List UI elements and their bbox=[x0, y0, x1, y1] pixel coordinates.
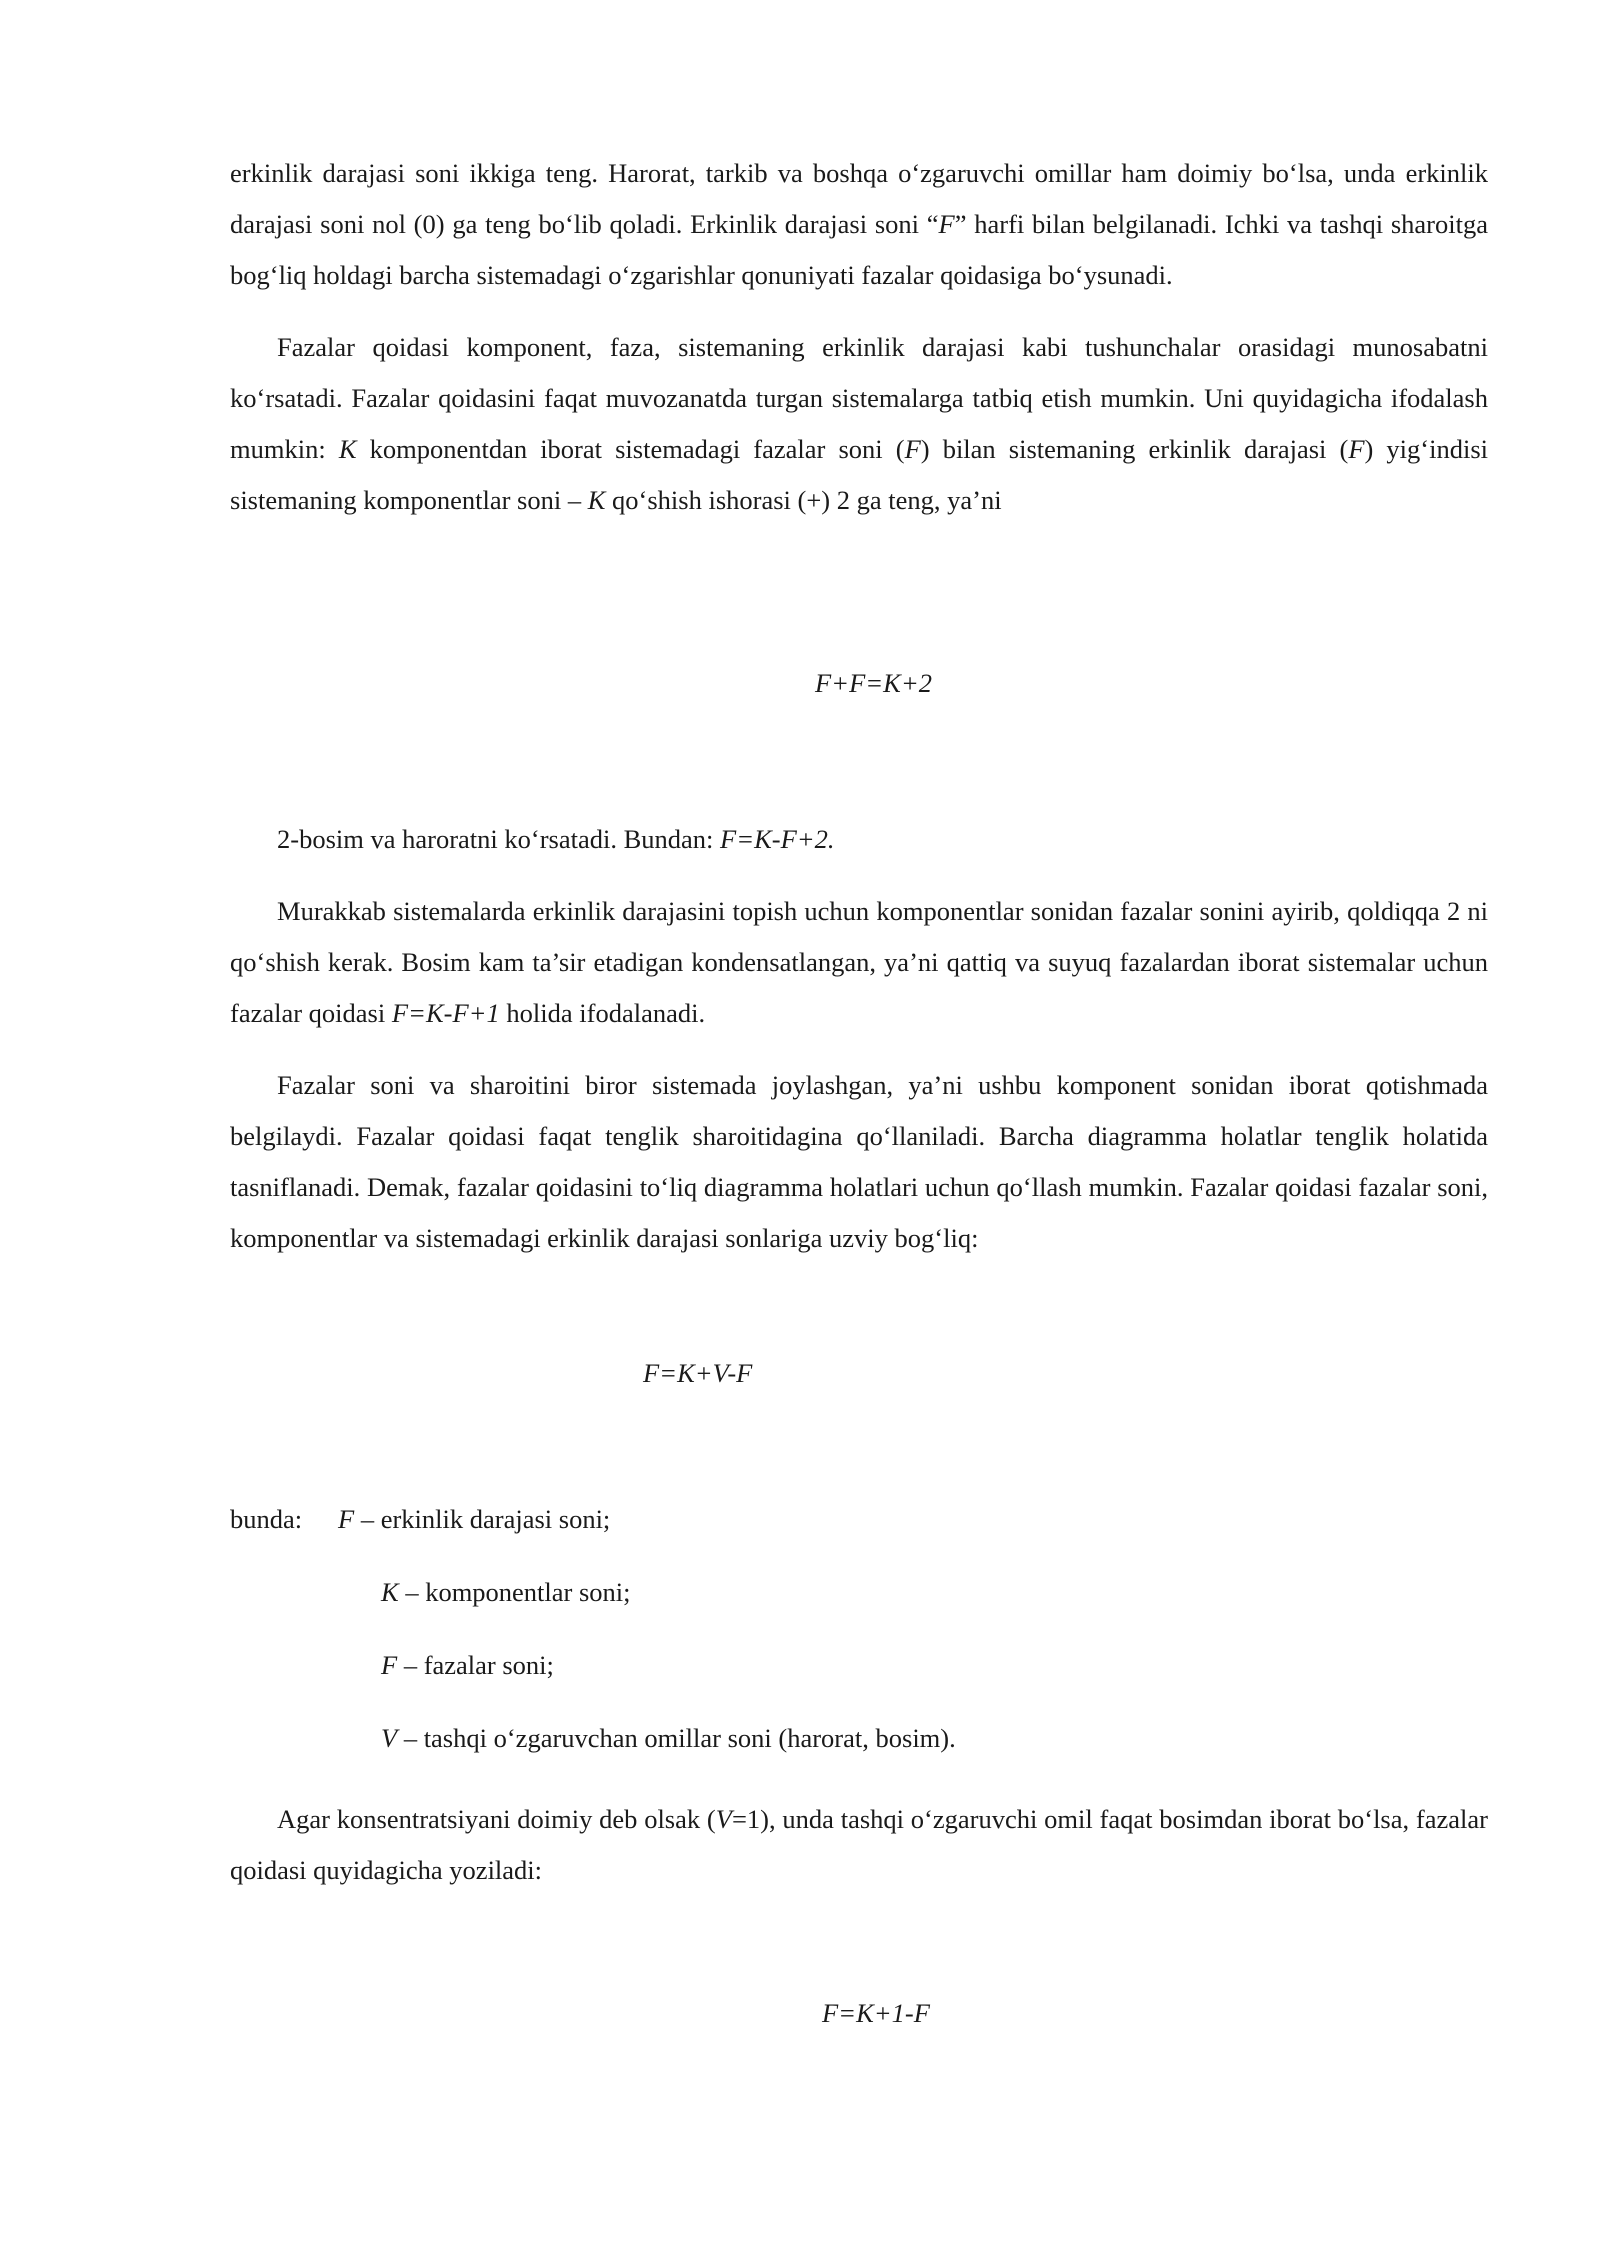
variable: K bbox=[381, 1577, 399, 1607]
paragraph-5 bbox=[230, 1060, 1488, 1264]
paragraph-1 bbox=[230, 148, 1488, 301]
text-run: Fazalar qoidasi komponent, faza, sistemaning erkinlik darajasi kabi tushunchalar orasidagi munosabatni ko‘rsatadi. Fazalar qoidasini faqat muvozanatda turgan sistemalarga tatbiq etish mumkin. Uni quyidagicha ifodalash mumkin: bbox=[230, 332, 1488, 464]
text-run: komponentdan iborat sistemadagi fazalar soni ( bbox=[356, 434, 905, 464]
document-page bbox=[230, 148, 1488, 547]
variable: F bbox=[938, 209, 955, 239]
text-run: qo‘shish ishorasi (+) 2 ga teng, ya’ni bbox=[605, 485, 1002, 515]
formula-2: F=K+V-F bbox=[643, 1358, 753, 1388]
text-run: Fazalar soni va sharoitini biror sistemada joylashgan, ya’ni ushbu komponent sonidan iborat qotishmada belgilaydi. Fazalar qoidasi faqat tenglik sharoitidagina qo‘llaniladi. Barcha diagramma holatlar tenglik holatida tasniflanadi. Demak, fazalar qoidasini to‘liq diagramma holatlari uchun qo‘llash mumkin. Fazalar qoidasi fazalar soni, komponentlar va sistemadagi erkinlik darajasi sonlariga uzviy bog‘liq: bbox=[230, 1070, 1488, 1253]
text-run: erkinlik darajasi soni ikkiga teng. Harorat, tarkib va boshqa o‘zgaruvchi omillar ham doimiy bo‘lsa, unda erkinlik darajasi soni nol (0) ga teng bo‘lib qoladi. Erkinlik darajasi soni “ bbox=[230, 158, 1488, 239]
paragraph-3 bbox=[230, 814, 1488, 865]
legend-prefix: bunda: bbox=[230, 1504, 303, 1534]
text-run: – erkinlik darajasi soni; bbox=[354, 1504, 611, 1534]
paragraph-2 bbox=[230, 322, 1488, 526]
variable: V bbox=[715, 1804, 732, 1834]
text-run: holida ifodalanadi. bbox=[499, 998, 706, 1028]
variable: K bbox=[338, 434, 357, 464]
paragraph-4 bbox=[230, 886, 1488, 1039]
text-run: =1), unda tashqi o‘zgaruvchi omil faqat bosimdan iborat bo‘lsa, fazalar qoidasi quyidagicha yoziladi: bbox=[230, 1804, 1488, 1885]
text-run: ) yig‘indisi sistemaning komponentlar soni – bbox=[230, 434, 1489, 515]
formula-3: F=K+1-F bbox=[822, 1998, 930, 2028]
variable: F bbox=[1348, 434, 1365, 464]
text-run: Agar konsentratsiyani doimiy deb olsak ( bbox=[277, 1804, 716, 1834]
variable: V bbox=[381, 1723, 398, 1753]
text-run: – komponentlar soni; bbox=[398, 1577, 631, 1607]
variable: K bbox=[587, 485, 606, 515]
paragraph-6 bbox=[230, 1794, 1488, 1896]
variable: F bbox=[381, 1650, 398, 1680]
variable: F bbox=[904, 434, 921, 464]
text-run: Murakkab sistemalarda erkinlik darajasini topish uchun komponentlar sonidan fazalar sonini ayirib, qoldiqqa 2 ni qo‘shish kerak. Bosim kam ta’sir etadigan kondensatlangan, ya’ni qattiq va suyuq fazalardan iborat sistemalar uchun fazalar qoidasi bbox=[230, 896, 1488, 1028]
formula-1: F+F=K+2 bbox=[815, 668, 932, 698]
inline-formula: F=K-F+1 bbox=[391, 998, 500, 1028]
text-run: ” harfi bilan belgilanadi. Ichki va tashqi sharoitga bog‘liq holdagi barcha sistemadagi o‘zgarishlar qonuniyati fazalar qoidasiga bo‘ysunadi. bbox=[230, 209, 1488, 290]
text-run: ) bilan sistemaning erkinlik darajasi ( bbox=[920, 434, 1349, 464]
legend-item bbox=[381, 1723, 956, 1754]
text-run: 2-bosim va haroratni ko‘rsatadi. Bundan: bbox=[277, 824, 721, 854]
text-run: – fazalar soni; bbox=[397, 1650, 554, 1680]
text-run: – tashqi o‘zgaruvchan omillar soni (harorat, bosim). bbox=[397, 1723, 956, 1753]
variable: F bbox=[338, 1504, 355, 1534]
document-page-continued bbox=[230, 814, 1488, 1285]
legend-item bbox=[381, 1650, 554, 1681]
document-page-end bbox=[230, 1794, 1488, 1917]
legend-item bbox=[381, 1577, 631, 1608]
legend-item bbox=[338, 1504, 610, 1535]
inline-formula: F=K-F+2. bbox=[720, 824, 835, 854]
